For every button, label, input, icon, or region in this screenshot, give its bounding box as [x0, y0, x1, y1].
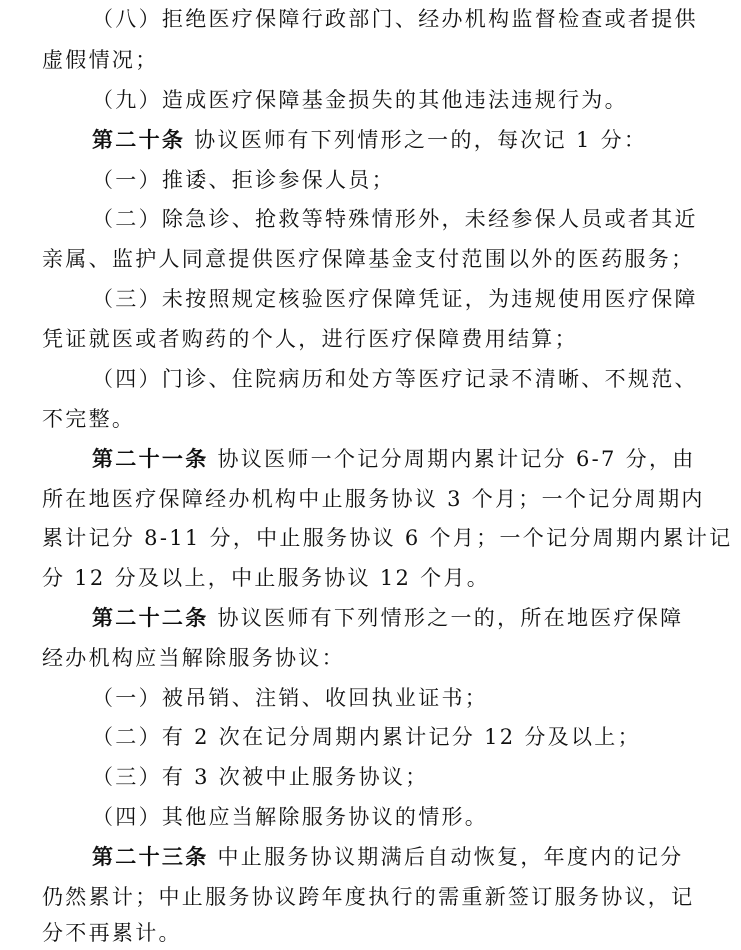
- article-heading-line: [92, 842, 683, 872]
- text-line: （三）未按照规定核验医疗保障凭证，为违规使用医疗保障: [92, 287, 698, 311]
- text-line: （三）有 3 次被中止服务协议；: [92, 765, 429, 789]
- article-text: 协议医师一个记分周期内累计记分 6-7 分，由: [208, 447, 696, 471]
- text-line: （一）被吊销、注销、收回执业证书；: [92, 686, 489, 710]
- text-line: 所在地医疗保障经办机构中止服务协议 3 个月；一个记分周期内: [42, 487, 705, 511]
- article-number: 第二十条: [92, 128, 186, 152]
- article-number: 第二十二条: [92, 606, 209, 630]
- text-line: 凭证就医或者购药的个人，进行医疗保障费用结算；: [42, 327, 578, 351]
- article-number: 第二十三条: [92, 845, 209, 869]
- article-text: 协议医师有下列情形之一的，所在地医疗保障: [208, 606, 684, 630]
- text-line: （一）推诿、拒诊参保人员；: [92, 168, 395, 192]
- article-number: 第二十一条: [92, 447, 209, 471]
- text-line: （二）有 2 次在记分周期内累计记分 12 分及以上；: [92, 725, 641, 749]
- text-line: （四）门诊、住院病历和处方等医疗记录不清晰、不规范、: [92, 367, 698, 391]
- text-line: 虚假情况；: [42, 48, 159, 72]
- article-heading-line: [92, 125, 647, 155]
- article-text: 中止服务协议期满后自动恢复，年度内的记分: [208, 845, 684, 869]
- text-line: （八）拒绝医疗保障行政部门、经办机构监督检查或者提供: [92, 7, 698, 31]
- text-line: （四）其他应当解除服务协议的情形。: [92, 805, 489, 829]
- article-text: 协议医师有下列情形之一的，每次记 1 分：: [185, 128, 648, 152]
- text-line: 不完整。: [42, 407, 136, 431]
- text-line: （二）除急诊、抢救等特殊情形外，未经参保人员或者其近: [92, 207, 698, 231]
- text-line: 经办机构应当解除服务协议：: [42, 646, 345, 670]
- article-heading-line: [92, 444, 696, 474]
- text-line: 分 12 分及以上，中止服务协议 12 个月。: [42, 566, 491, 590]
- text-line: 亲属、监护人同意提供医疗保障基金支付范围以外的医药服务；: [42, 247, 695, 271]
- article-heading-line: [92, 603, 683, 633]
- text-line: 仍然累计；中止服务协议跨年度执行的需重新签订服务协议，记: [42, 885, 695, 909]
- text-line: 分不再累计。: [42, 921, 182, 945]
- text-line: 累计记分 8-11 分，中止服务协议 6 个月；一个记分周期内累计记: [42, 526, 733, 550]
- text-line: （九）造成医疗保障基金损失的其他违法违规行为。: [92, 88, 628, 112]
